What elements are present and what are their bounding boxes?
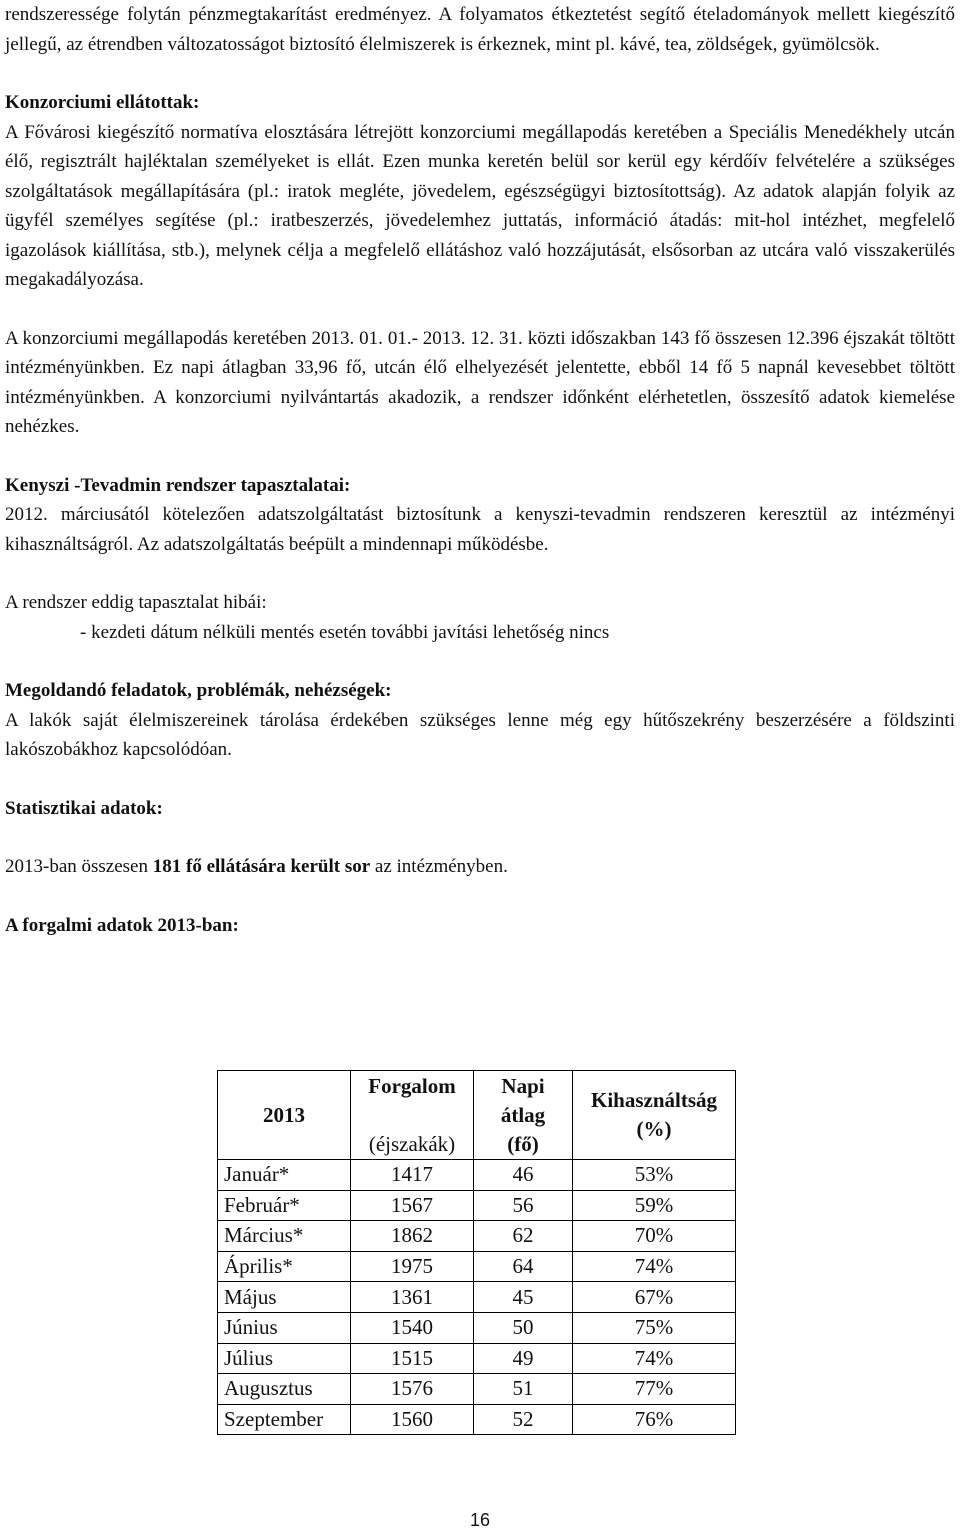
stats-heading: Statisztikai adatok: xyxy=(5,797,163,819)
errors-item: - kezdeti dátum nélküli mentés esetén további javítási lehetőség nincs xyxy=(80,621,610,643)
table-header-row xyxy=(218,1071,736,1160)
cell-napi-atlag: 64 xyxy=(474,1251,573,1282)
header-year: 2013 xyxy=(218,1071,351,1160)
cell-kihasznaltsag: 75% xyxy=(573,1312,736,1343)
cell-napi-atlag: 56 xyxy=(474,1190,573,1221)
cell-month: Április* xyxy=(218,1251,351,1282)
spacer xyxy=(5,765,955,794)
cell-forgalom: 1515 xyxy=(351,1343,474,1374)
spacer xyxy=(5,823,955,852)
table-row xyxy=(218,1190,736,1221)
problems-paragraph: A lakók saját élelmiszereinek tárolása érdekében szükséges lenne még egy hűtőszekrény beszerzésére a földszinti lakószobákhoz kapcsolódóan. xyxy=(5,709,955,760)
forgalmi-heading: A forgalmi adatok 2013-ban: xyxy=(5,914,239,936)
spacer xyxy=(5,882,955,911)
cell-forgalom: 1417 xyxy=(351,1160,474,1191)
errors-heading: A rendszer eddig tapasztalat hibái: xyxy=(5,592,267,613)
konzorcium-stats-paragraph: A konzorciumi megállapodás keretében 2013. 01. 01.- 2013. 12. 31. közti időszakban 143 fő összesen 12.396 éjszakát töltött intézményünkben. Ez napi átlagban 33,96 fő, utcán élő elhelyezését jelentette, ebből 14 fő 5 napnál kevesebbet töltött intézményünkben. A konzorciumi nyilvántartás akadozik, a rendszer időnként elérhetetlen, összesítő adatok kiemelése nehézkes. xyxy=(5,327,955,437)
konzorcium-paragraph: A Fővárosi kiegészítő normatíva elosztására létrejött konzorciumi megállapodás keretében a Speciális Menedékhely utcán élő, regisztrált hajléktalan személyeket is ellát. Ezen munka keretén belül sor kerül egy kérdőív felvételére a szükséges szolgáltatások megállapítására (pl.: iratok megléte, jövedelem, egészségügyi biztosítottság). Az adatok alapján folyik az ügyfél személyes segítése (pl.: iratbeszerzés, jövedelemhez juttatás, információ átadás: mit-hol intézhet, megfelelő igazolások kiállítása, stb.), melynek célja a megfelelő ellátáshoz való hozzájutását, elsősorban az utcára való visszakerülés megakadályozása. xyxy=(5,121,955,290)
table-row xyxy=(218,1404,736,1435)
forgalmi-table xyxy=(217,1070,736,1435)
cell-napi-atlag: 62 xyxy=(474,1221,573,1252)
table-body xyxy=(218,1160,736,1435)
cell-napi-atlag: 50 xyxy=(474,1312,573,1343)
spacer xyxy=(5,442,955,471)
spacer xyxy=(5,559,955,588)
header-forgalom: Forgalom (éjszakák) xyxy=(351,1071,474,1160)
table-row xyxy=(218,1251,736,1282)
cell-kihasznaltsag: 76% xyxy=(573,1404,736,1435)
cell-forgalom: 1576 xyxy=(351,1374,474,1405)
cell-month: Február* xyxy=(218,1190,351,1221)
problems-heading: Megoldandó feladatok, problémák, nehézségek: xyxy=(5,680,392,701)
spacer xyxy=(5,59,955,88)
cell-forgalom: 1361 xyxy=(351,1282,474,1313)
cell-month: Július xyxy=(218,1343,351,1374)
cell-month: Május xyxy=(218,1282,351,1313)
cell-forgalom: 1560 xyxy=(351,1404,474,1435)
cell-kihasznaltsag: 74% xyxy=(573,1343,736,1374)
page-number: 16 xyxy=(469,1510,491,1530)
header-kihasznaltsag: Kihasználtság (%) xyxy=(573,1071,736,1160)
cell-month: Szeptember xyxy=(218,1404,351,1435)
cell-napi-atlag: 52 xyxy=(474,1404,573,1435)
stats-post: az intézményben. xyxy=(370,856,508,877)
table-row xyxy=(218,1374,736,1405)
kenyszi-paragraph: 2012. márciusától kötelezően adatszolgáltatást biztosítunk a kenyszi-tevadmin rendszeren keresztül az intézményi kihasználtságról. Az adatszolgáltatás beépült a mindennapi működésbe. xyxy=(5,504,955,555)
cell-kihasznaltsag: 59% xyxy=(573,1190,736,1221)
header-napi-atlag: Napi átlag (fő) xyxy=(474,1071,573,1160)
stats-pre: 2013-ban összesen xyxy=(5,856,153,877)
cell-forgalom: 1540 xyxy=(351,1312,474,1343)
cell-napi-atlag: 46 xyxy=(474,1160,573,1191)
konzorcium-heading: Konzorciumi ellátottak: xyxy=(5,92,200,113)
stats-bold: 181 fő ellátására került sor xyxy=(152,856,371,877)
table-row xyxy=(218,1221,736,1252)
cell-kihasznaltsag: 67% xyxy=(573,1282,736,1313)
cell-month: Augusztus xyxy=(218,1374,351,1405)
cell-napi-atlag: 45 xyxy=(474,1282,573,1313)
cell-month: Január* xyxy=(218,1160,351,1191)
cell-kihasznaltsag: 77% xyxy=(573,1374,736,1405)
cell-kihasznaltsag: 74% xyxy=(573,1251,736,1282)
table-row xyxy=(218,1312,736,1343)
table-row xyxy=(218,1160,736,1191)
cell-kihasznaltsag: 70% xyxy=(573,1221,736,1252)
cell-forgalom: 1975 xyxy=(351,1251,474,1282)
document-page xyxy=(5,0,955,940)
stats-paragraph xyxy=(5,852,955,882)
cell-napi-atlag: 51 xyxy=(474,1374,573,1405)
cell-kihasznaltsag: 53% xyxy=(573,1160,736,1191)
spacer xyxy=(5,647,955,676)
table-row xyxy=(218,1282,736,1313)
cell-napi-atlag: 49 xyxy=(474,1343,573,1374)
cell-month: Március* xyxy=(218,1221,351,1252)
spacer xyxy=(5,295,955,324)
intro-paragraph: rendszeressége folytán pénzmegtakarítást eredményez. A folyamatos étkeztetést segítő ételadományok mellett kiegészítő jellegű, az étrendben változatosságot biztosító élelmiszerek is érkeznek, mint pl. kávé, tea, zöldségek, gyümölcsök. xyxy=(5,4,955,55)
cell-month: Június xyxy=(218,1312,351,1343)
kenyszi-heading: Kenyszi -Tevadmin rendszer tapasztalatai: xyxy=(5,474,351,496)
cell-forgalom: 1567 xyxy=(351,1190,474,1221)
cell-forgalom: 1862 xyxy=(351,1221,474,1252)
table-row xyxy=(218,1343,736,1374)
